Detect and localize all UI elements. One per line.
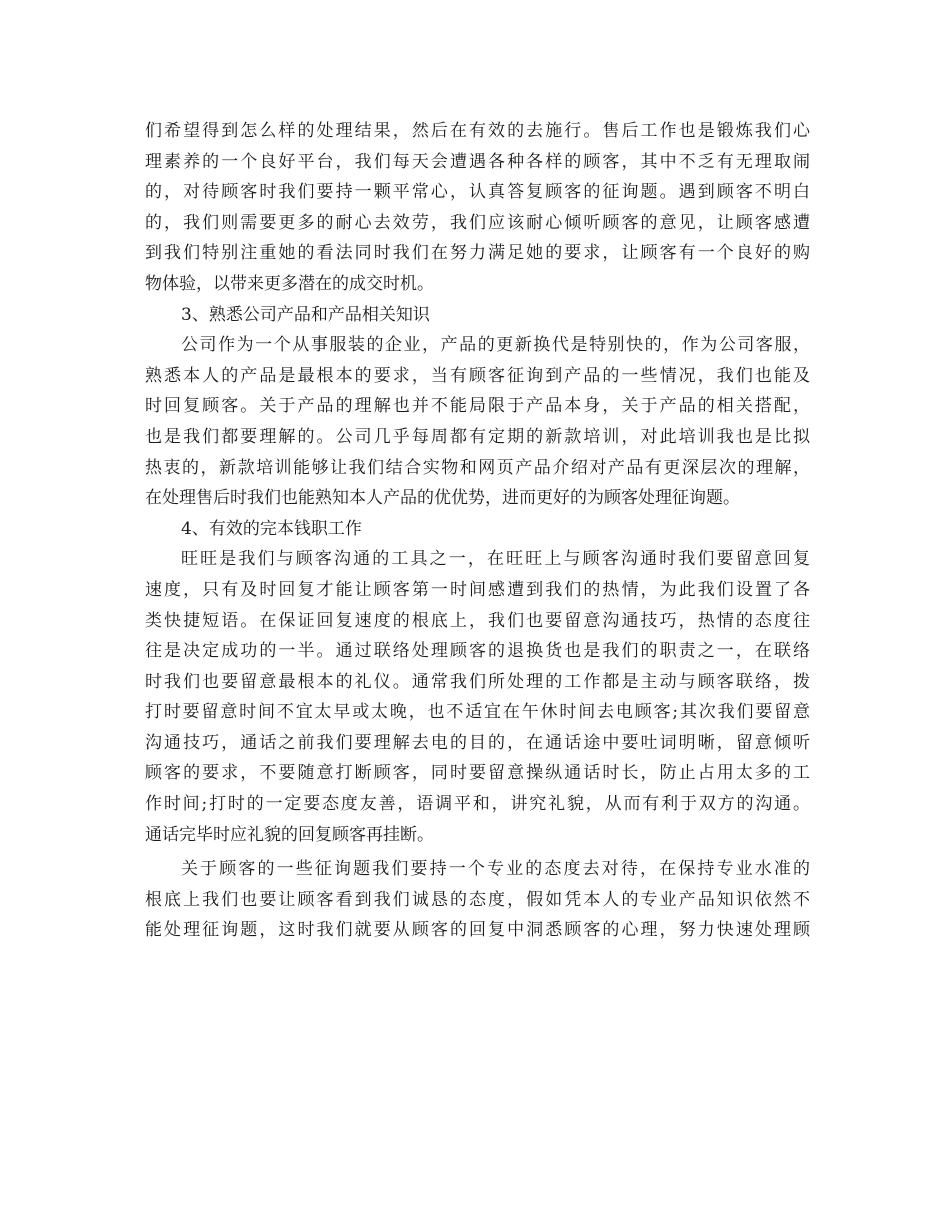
text-line: 旺旺是我们与顾客沟通的工具之一，在旺旺上与顾客沟通时我们要留意回复 xyxy=(181,549,810,570)
text-line: 时我们也要留意最根本的礼仪。通常我们所处理的工作都是主动与顾客联络，拨 xyxy=(145,671,810,692)
document-body xyxy=(145,116,810,946)
section-heading: 4、有效的完本钱职工作 xyxy=(181,518,362,539)
text-line: 公司作为一个从事服装的企业，产品的更新换代是特别快的，作为公司客服， xyxy=(181,335,810,356)
text-line: 关于顾客的一些征询题我们要持一个专业的态度去对待，在保持专业水准的 xyxy=(181,859,810,880)
text-line: 速度，只有及时回复才能让顾客第一时间感遭到我们的热情，为此我们设置了各 xyxy=(145,579,810,600)
text-line: 们希望得到怎么样的处理结果，然后在有效的去施行。售后工作也是锻炼我们心 xyxy=(145,121,810,141)
text-line: 理素养的一个良好平台，我们每天会遭遇各种各样的顾客，其中不乏有无理取闹 xyxy=(145,151,810,172)
text-line: 打时要留意时间不宜太早或太晚，也不适宜在午休时间去电顾客;其次我们要留意 xyxy=(145,702,810,723)
section-heading: 3、熟悉公司产品和产品相关知识 xyxy=(181,304,430,325)
text-line: 时回复顾客。关于产品的理解也并不能局限于产品本身，关于产品的相关搭配， xyxy=(145,396,810,417)
text-line: 往是决定成功的一半。通过联络处理顾客的退换货也是我们的职责之一，在联络 xyxy=(145,641,810,662)
text-line: 物体验，以带来更多潜在的成交时机。 xyxy=(145,273,434,294)
text-line: 通话完毕时应礼貌的回复顾客再挂断。 xyxy=(145,824,434,845)
text-line: 在处理售后时我们也能熟知本人产品的优优势，进而更好的为顾客处理征询题。 xyxy=(145,488,740,509)
text-line: 根底上我们也要让顾客看到我们诚恳的态度，假如凭本人的专业产品知识依然不 xyxy=(145,889,810,910)
text-line: 熟悉本人的产品是最根本的要求，当有顾客征询到产品的一些情况，我们也能及 xyxy=(145,365,810,386)
text-line: 热衷的，新款培训能够让我们结合实物和网页产品介绍对产品有更深层次的理解， xyxy=(145,457,810,478)
text-line: 类快捷短语。在保证回复速度的根底上，我们也要留意沟通技巧，热情的态度往 xyxy=(145,610,810,631)
text-line: 也是我们都要理解的。公司几乎每周都有定期的新款培训，对此培训我也是比拟 xyxy=(145,426,810,447)
text-line: 作时间;打时的一定要态度友善，语调平和，讲究礼貌，从而有利于双方的沟通。 xyxy=(145,794,810,815)
text-line: 的，对待顾客时我们要持一颗平常心，认真答复顾客的征询题。遇到顾客不明白 xyxy=(145,182,810,203)
text-line: 的，我们则需要更多的耐心去效劳，我们应该耐心倾听顾客的意见，让顾客感遭 xyxy=(145,212,810,233)
text-line: 沟通技巧，通话之前我们要理解去电的目的，在通话途中要吐词明晰，留意倾听 xyxy=(145,732,810,753)
text-line: 能处理征询题，这时我们就要从顾客的回复中洞悉顾客的心理，努力快速处理顾 xyxy=(145,920,810,941)
text-line: 到我们特别注重她的看法同时我们在努力满足她的要求，让顾客有一个良好的购 xyxy=(145,243,810,264)
text-line: 顾客的要求，不要随意打断顾客，同时要留意操纵通话时长，防止占用太多的工 xyxy=(145,763,810,784)
